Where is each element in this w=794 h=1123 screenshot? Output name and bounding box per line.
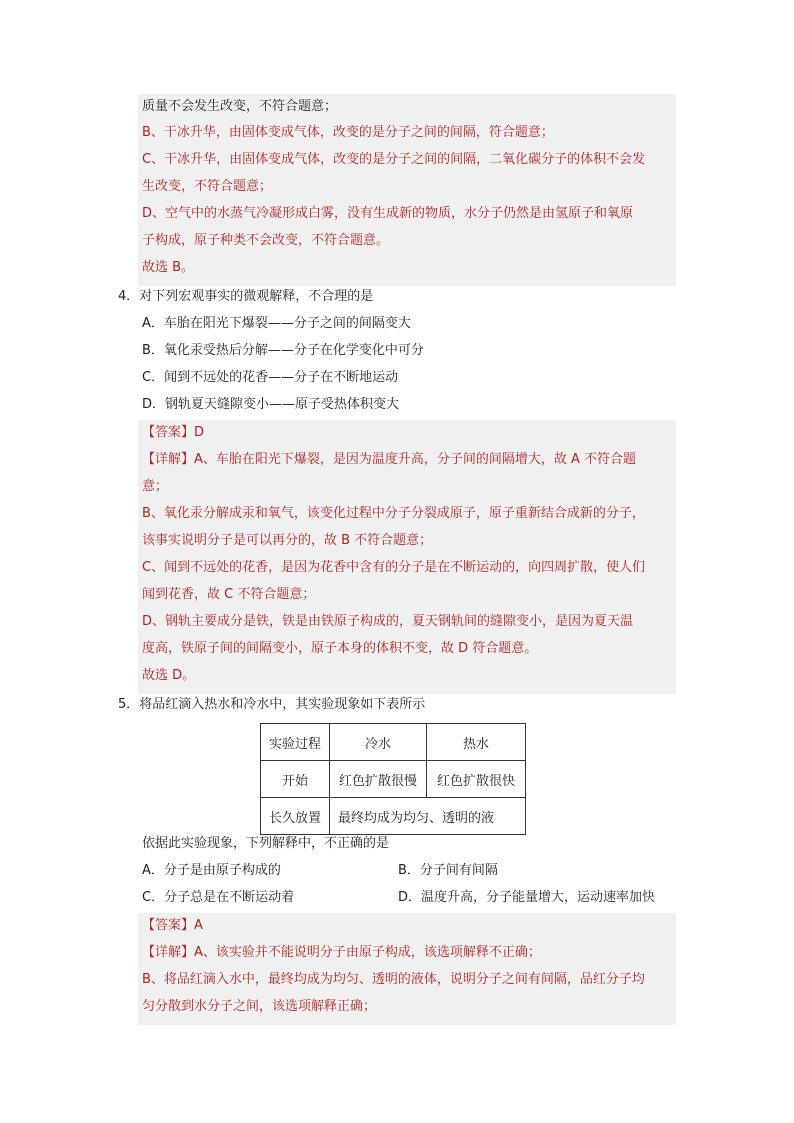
q5-option-a: A．分子是由原子构成的	[142, 863, 281, 878]
table-cell-cold-start: 红色扩散很慢	[330, 761, 427, 798]
q3-option-d-explanation-2: 子构成，原子种类不会改变，不符合题意。	[142, 233, 390, 248]
q3-conclusion: 故选 B。	[142, 260, 195, 275]
q5-question: 依据此实验现象，下列解释中，不正确的是	[142, 836, 390, 851]
q5-detail-1: 【详解】A、该实验并不能说明分子由原子构成，该选项解释不正确；	[142, 945, 541, 960]
q4-detail-1: 【详解】A、车胎在阳光下爆裂，是因为温度升高，分子间的间隔增大，故 A 不符合题	[142, 452, 637, 467]
q4-detail-8: 度高，铁原子间的间隔变小，原子本身的体积不变，故 D 符合题意。	[142, 641, 538, 656]
table-cell-long-term: 长久放置	[261, 798, 330, 835]
q4-detail-5: C、闻到不远处的花香，是因为花香中含有的分子是在不断运动的，向四周扩散，使人们	[142, 560, 646, 575]
q5-detail-3: 匀分散到水分子之间，该选项解释正确；	[142, 999, 377, 1014]
q4-detail-6: 闻到花香，故 C 不符合题意；	[142, 587, 316, 602]
q4-option-d: D．钢轨夏天缝隙变小——原子受热体积变大	[142, 397, 400, 412]
q5-answer: 【答案】A	[142, 918, 203, 933]
table-header-hot-water: 热水	[427, 724, 526, 761]
q4-option-b: B．氧化汞受热后分解——分子在化学变化中可分	[142, 343, 424, 358]
table-header-process: 实验过程	[261, 724, 330, 761]
q4-conclusion: 故选 D。	[142, 668, 196, 683]
table-row	[261, 761, 526, 798]
table-cell-hot-start: 红色扩散很快	[427, 761, 526, 798]
q5-option-d: D．温度升高，分子能量增大，运动速率加快	[398, 890, 656, 905]
q3-option-b-explanation: B、干冰升华，由固体变成气体，改变的是分子之间的间隔，符合题意；	[142, 125, 554, 140]
q4-detail-3: B、氧化汞分解成汞和氧气，该变化过程中分子分裂成原子，原子重新结合成新的分子，	[142, 506, 645, 521]
q3-line1: 质量不会发生改变，不符合题意；	[142, 99, 338, 114]
q4-option-c: C．闻到不远处的花香——分子在不断地运动	[142, 370, 399, 385]
q4-detail-7: D、钢轨主要成分是铁，铁是由铁原子构成的，夏天钢轨间的缝隙变小，是因为夏天温	[142, 614, 634, 629]
table-cell-start: 开始	[261, 761, 330, 798]
q5-detail-2: B、将品红滴入水中，最终均成为均匀、透明的液体，说明分子之间有间隔，品红分子均	[142, 972, 645, 987]
q4-answer: 【答案】D	[142, 425, 205, 440]
q4-stem: 4．对下列宏观事实的微观解释，不合理的是	[118, 289, 374, 304]
q4-detail-4: 该事实说明分子是可以再分的，故 B 不符合题意；	[142, 533, 433, 548]
q3-option-c-explanation-1: C、干冰升华，由固体变成气体，改变的是分子之间的间隔，二氧化碳分子的体积不会发	[142, 152, 646, 167]
q4-option-a: A．车胎在阳光下爆裂——分子之间的间隔变大	[142, 316, 411, 331]
q4-detail-2: 意；	[142, 479, 169, 494]
q3-option-c-explanation-2: 生改变，不符合题意；	[142, 179, 273, 194]
table-header-cold-water: 冷水	[330, 724, 427, 761]
table-row	[261, 798, 526, 835]
q5-option-c: C．分子总是在不断运动着	[142, 890, 295, 905]
table-cell-long-term-result: 最终均成为均匀、透明的液	[330, 798, 526, 835]
table-row	[261, 724, 526, 761]
q5-stem: 5．将品红滴入热水和冷水中，其实验现象如下表所示	[118, 697, 426, 712]
q5-option-b: B．分子间有间隔	[398, 863, 498, 878]
q3-option-d-explanation-1: D、空气中的水蒸气冷凝形成白雾，没有生成新的物质，水分子仍然是由氢原子和氧原	[142, 206, 634, 221]
experiment-table	[260, 723, 526, 835]
